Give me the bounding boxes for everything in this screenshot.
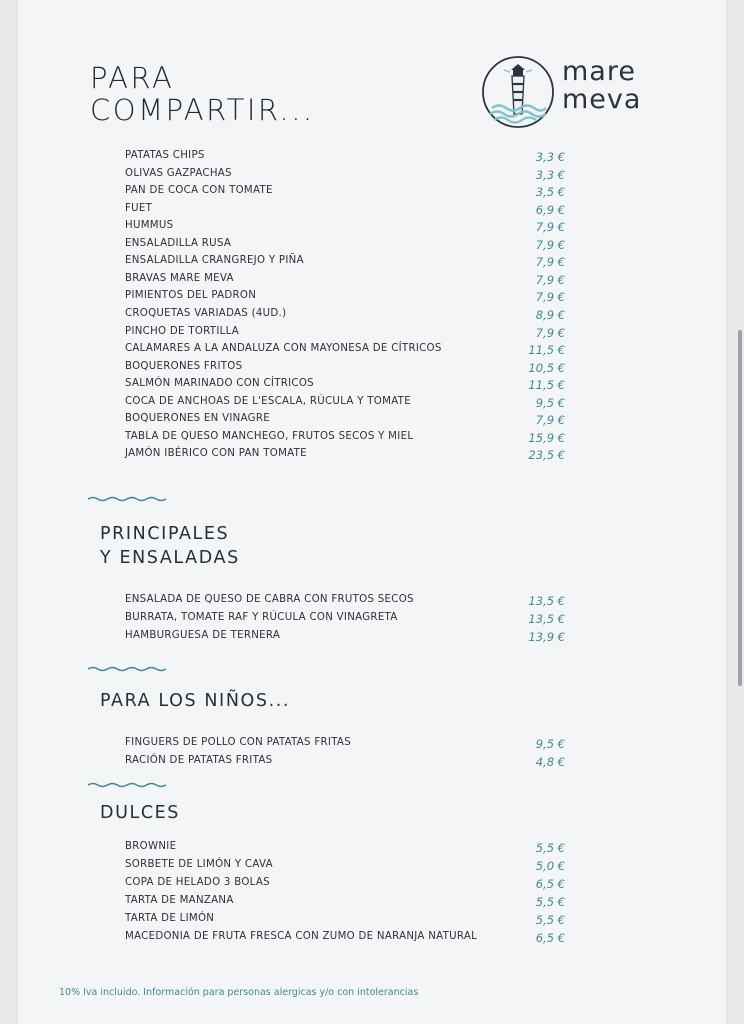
menu-item-name: RACIÓN DE PATATAS FRITAS: [125, 755, 273, 766]
menu-item-name: OLIVAS GAZPACHAS: [125, 167, 232, 179]
menu-item-price: 7,9 €: [535, 325, 565, 340]
section-title-line: PARA: [90, 61, 175, 95]
menu-item: [125, 628, 565, 646]
menu-item: [125, 166, 565, 184]
menu-item: [125, 911, 565, 929]
menu-item-name: BURRATA, TOMATE RAF Y RÚCULA CON VINAGRETA: [125, 611, 398, 623]
menu-item: [125, 236, 565, 254]
menu-item-name: HUMMUS: [125, 220, 174, 232]
menu-item-name: PINCHO DE TORTILLA: [125, 325, 240, 337]
menu-item-price: 3,3 €: [535, 167, 565, 182]
menu-page: [18, 0, 726, 1024]
menu-item-price: 4,8 €: [535, 755, 565, 769]
menu-item: [125, 271, 565, 289]
menu-item-price: 7,9 €: [535, 272, 565, 287]
menu-item-price: 7,9 €: [535, 255, 565, 270]
menu-item: [125, 929, 565, 947]
menu-item-price: 5,0 €: [535, 859, 565, 873]
section-title-kids: PARA LOS NIÑOS...: [100, 691, 291, 711]
menu-item-name: SORBETE DE LIMÓN Y CAVA: [125, 859, 273, 870]
menu-item-name: PATATAS CHIPS: [125, 150, 205, 161]
menu-item-price: 10,5 €: [528, 360, 565, 375]
menu-item-name: FINGUERS DE POLLO CON PATATAS FRITAS: [125, 737, 351, 748]
menu-item-price: 5,5 €: [535, 841, 565, 855]
menu-item-price: 7,9 €: [535, 220, 565, 235]
menu-item: [125, 253, 565, 271]
scrollbar[interactable]: [738, 330, 742, 686]
menu-item-price: 6,5 €: [535, 931, 565, 945]
menu-item-price: 13,5 €: [528, 594, 565, 608]
menu-item: [125, 359, 565, 377]
menu-item-name: HAMBURGUESA DE TERNERA: [125, 629, 281, 641]
section-title-mains: [100, 522, 240, 570]
section-title-line: PRINCIPALES: [100, 524, 230, 544]
menu-item: [125, 592, 565, 610]
menu-item-name: TARTA DE LIMÓN: [125, 913, 215, 924]
menu-item-price: 6,5 €: [535, 877, 565, 891]
menu-item: [125, 857, 565, 875]
menu-item-price: 7,9 €: [535, 237, 565, 252]
menu-item-name: FUET: [125, 202, 153, 214]
menu-item-name: BRAVAS MARE MEVA: [125, 272, 234, 284]
menu-item-price: 7,9 €: [535, 290, 565, 305]
menu-item-price: 3,5 €: [535, 185, 565, 200]
brand-name-line: mare: [562, 56, 636, 87]
menu-item: [125, 429, 565, 447]
menu-item-name: ENSALADA DE QUESO DE CABRA CON FRUTOS SECOS: [125, 594, 414, 605]
menu-item-price: 15,9 €: [528, 430, 565, 445]
menu-item-name: PAN DE COCA CON TOMATE: [125, 185, 273, 197]
section-title-line: Y ENSALADAS: [100, 548, 240, 568]
lighthouse-icon: [480, 54, 556, 130]
menu-item-price: 5,5 €: [535, 913, 565, 927]
menu-item-name: PIMIENTOS DEL PADRON: [125, 290, 257, 302]
menu-item-price: 9,5 €: [535, 737, 565, 751]
menu-item-price: 9,5 €: [535, 395, 565, 410]
menu-item: [125, 324, 565, 342]
menu-item-name: BOQUERONES EN VINAGRE: [125, 413, 270, 425]
menu-item-price: 11,5 €: [528, 343, 565, 358]
menu-item: [125, 610, 565, 628]
section-title-share: [90, 62, 315, 126]
menu-item-price: 3,3 €: [535, 150, 565, 164]
menu-item: [125, 183, 565, 201]
menu-item-price: 6,9 €: [535, 202, 565, 217]
menu-item-name: TABLA DE QUESO MANCHEGO, FRUTOS SECOS Y MIEL: [125, 430, 414, 442]
menu-item-name: ENSALADILLA CRANGREJO Y PIÑA: [125, 255, 304, 267]
menu-item-price: 8,9 €: [535, 307, 565, 322]
wave-divider-icon: [88, 665, 166, 673]
menu-item: [125, 394, 565, 412]
menu-item: [125, 893, 565, 911]
menu-item: [125, 446, 565, 464]
menu-item: [125, 753, 565, 771]
wave-divider-icon: [88, 495, 166, 503]
menu-item-name: BROWNIE: [125, 841, 177, 852]
menu-item-price: 23,5 €: [528, 448, 565, 463]
menu-item-price: 11,5 €: [528, 378, 565, 393]
brand-logo: [480, 54, 660, 130]
menu-item-name: CROQUETAS VARIADAS (4UD.): [125, 307, 287, 319]
menu-item-name: COPA DE HELADO 3 BOLAS: [125, 877, 270, 888]
menu-item: [125, 201, 565, 219]
menu-item: [125, 288, 565, 306]
menu-item: [125, 411, 565, 429]
menu-item: [125, 376, 565, 394]
menu-item: [125, 839, 565, 857]
menu-item-name: MACEDONIA DE FRUTA FRESCA CON ZUMO DE NARANJA NATURAL: [125, 931, 478, 942]
menu-item-name: SALMÓN MARINADO CON CÍTRICOS: [125, 378, 314, 390]
menu-item: [125, 306, 565, 324]
footnote: 10% Iva incluido. Información para personas alergicas y/o con intolerancias: [59, 987, 419, 998]
menu-item: [125, 735, 565, 753]
brand-name: [562, 58, 641, 114]
brand-name-line: meva: [562, 84, 642, 115]
section-title-line: COMPARTIR...: [90, 93, 315, 127]
menu-item: [125, 218, 565, 236]
menu-item-price: 13,9 €: [528, 629, 565, 644]
section-title-desserts: DULCES: [100, 803, 181, 823]
menu-item-price: 5,5 €: [535, 895, 565, 909]
menu-item-name: TARTA DE MANZANA: [125, 895, 234, 906]
wave-divider-icon: [88, 781, 166, 789]
menu-item-name: CALAMARES A LA ANDALUZA CON MAYONESA DE CÍTRICOS: [125, 343, 442, 355]
menu-item: [125, 875, 565, 893]
menu-item-name: BOQUERONES FRITOS: [125, 360, 243, 372]
menu-item-name: ENSALADILLA RUSA: [125, 237, 232, 249]
menu-item-name: JAMÓN IBÉRICO CON PAN TOMATE: [125, 448, 307, 460]
menu-item: [125, 148, 565, 166]
menu-item-price: 13,5 €: [528, 611, 565, 626]
menu-item-price: 7,9 €: [535, 413, 565, 428]
menu-item-name: COCA DE ANCHOAS DE L'ESCALA, RÚCULA Y TOMATE: [125, 395, 411, 407]
menu-item: [125, 341, 565, 359]
